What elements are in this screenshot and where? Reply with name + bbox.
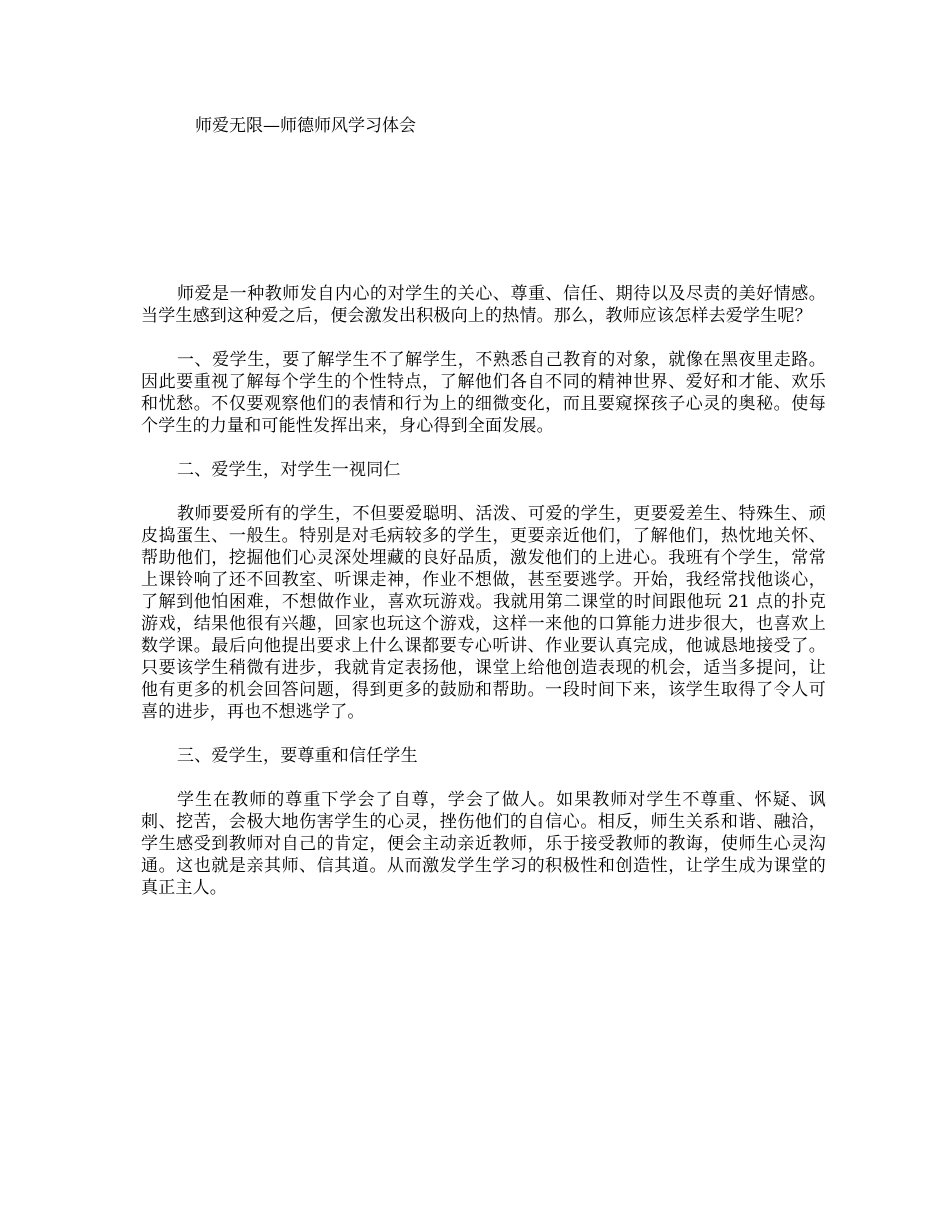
document-body [141,283,826,899]
section-three-heading: 三、爱学生，要尊重和信任学生 [177,746,418,766]
intro-paragraph: 师爱是一种教师发自内心的对学生的关心、尊重、信任、期待以及尽责的美好情感。当学生感到这种爱之后，便会激发出积极向上的热情。那么，教师应该怎样去爱学生呢？ [141,284,826,326]
section-one-paragraph: 一、爱学生，要了解学生不了解学生，不熟悉自己教育的对象，就像在黑夜里走路。因此要重视了解每个学生的个性特点，了解他们各自不同的精神世界、爱好和才能、欢乐和忧愁。不仅要观察他们的表情和行为上的细微变化，而且要窥探孩子心灵的奥秘。使每个学生的力量和可能性发挥出来，身心得到全面发展。 [141,350,826,436]
section-two-paragraph: 教师要爱所有的学生，不但要爱聪明、活泼、可爱的学生，更要爱差生、特殊生、顽皮捣蛋生、一般生。特别是对毛病较多的学生，更要亲近他们，了解他们，热忱地关怀、帮助他们，挖掘他们心灵深处埋藏的良好品质，激发他们的上进心。我班有个学生，常常上课铃响了还不回教室、听课走神，作业不想做，甚至要逃学。开始，我经常找他谈心，了解到他怕困难，不想做作业，喜欢玩游戏。我就用第二课堂的时间跟他玩 21 点的扑克游戏，结果他很有兴趣，回家也玩这个游戏，这样一来他的口算能力进步很大，也喜欢上数学课。最后向他提出要求上什么课都要专心听讲、作业要认真完成，他诚恳地接受了。只要该学生稍微有进步，我就肯定表扬他，课堂上给他创造表现的机会，适当多提问，让他有更多的机会回答问题，得到更多的鼓励和帮助。一段时间下来，该学生取得了令人可喜的进步，再也不想逃学了。 [141,504,826,722]
section-two-heading: 二、爱学生，对学生一视同仁 [177,460,401,480]
section-three-paragraph: 学生在教师的尊重下学会了自尊，学会了做人。如果教师对学生不尊重、怀疑、讽刺、挖苦，会极大地伤害学生的心灵，挫伤他们的自信心。相反，师生关系和谐、融洽，学生感受到教师对自己的肯定，便会主动亲近教师，乐于接受教师的教诲，使师生心灵沟通。这也就是亲其师、信其道。从而激发学生学习的积极性和创造性，让学生成为课堂的真正主人。 [141,790,826,898]
document-title: 师爱无限—师德师风学习体会 [195,116,416,136]
